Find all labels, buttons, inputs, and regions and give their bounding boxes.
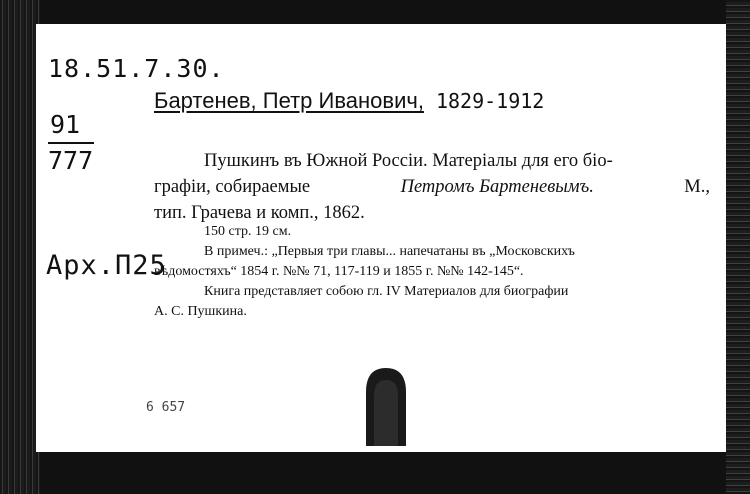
author-name: Бартенев, Петр Иванович, [154,88,424,113]
stamp-number: 6 657 [146,400,186,415]
title-line-2-place: М., [684,177,710,197]
note-line-2: вѣдомостяхъ“ 1854 г. №№ 71, 117-119 и 1855 г. №№ 142-145“. [154,264,524,279]
punch-hole [360,364,412,446]
shelf-number-bottom: 777 [48,146,94,175]
author-heading [154,88,544,114]
title-line-2 [154,174,710,200]
shelf-fraction-line [48,142,94,144]
note-line-4: А. С. Пушкина. [154,304,247,319]
shelf-number-top: 91 [50,110,81,139]
note-line-1: В примеч.: „Первыя три главы... напечатаны въ „Московскихъ [204,244,575,259]
scan-edge-right [726,0,750,494]
title-line-2-start: графіи, собираемые [154,177,311,197]
catalog-card [36,24,726,452]
title-line-3: тип. Грачева и комп., 1862. [154,203,365,223]
title-line-2-author: Петромъ Бартеневымъ. [400,177,594,197]
archive-mark: Арх.П25 [46,250,167,281]
bibliographic-title [154,148,710,226]
title-line-1: Пушкинъ въ Южной Россіи. Матеріалы для его біо- [204,151,613,171]
call-number: 18.51.7.30. [48,54,225,83]
author-years: 1829-1912 [435,89,545,113]
note-line-3: Книга представляет собою гл. IV Материалов для биографии [204,284,569,299]
scan-edge-left [0,0,40,494]
bibliographic-notes [154,222,710,322]
pagination-note: 150 стр. 19 см. [204,224,292,239]
